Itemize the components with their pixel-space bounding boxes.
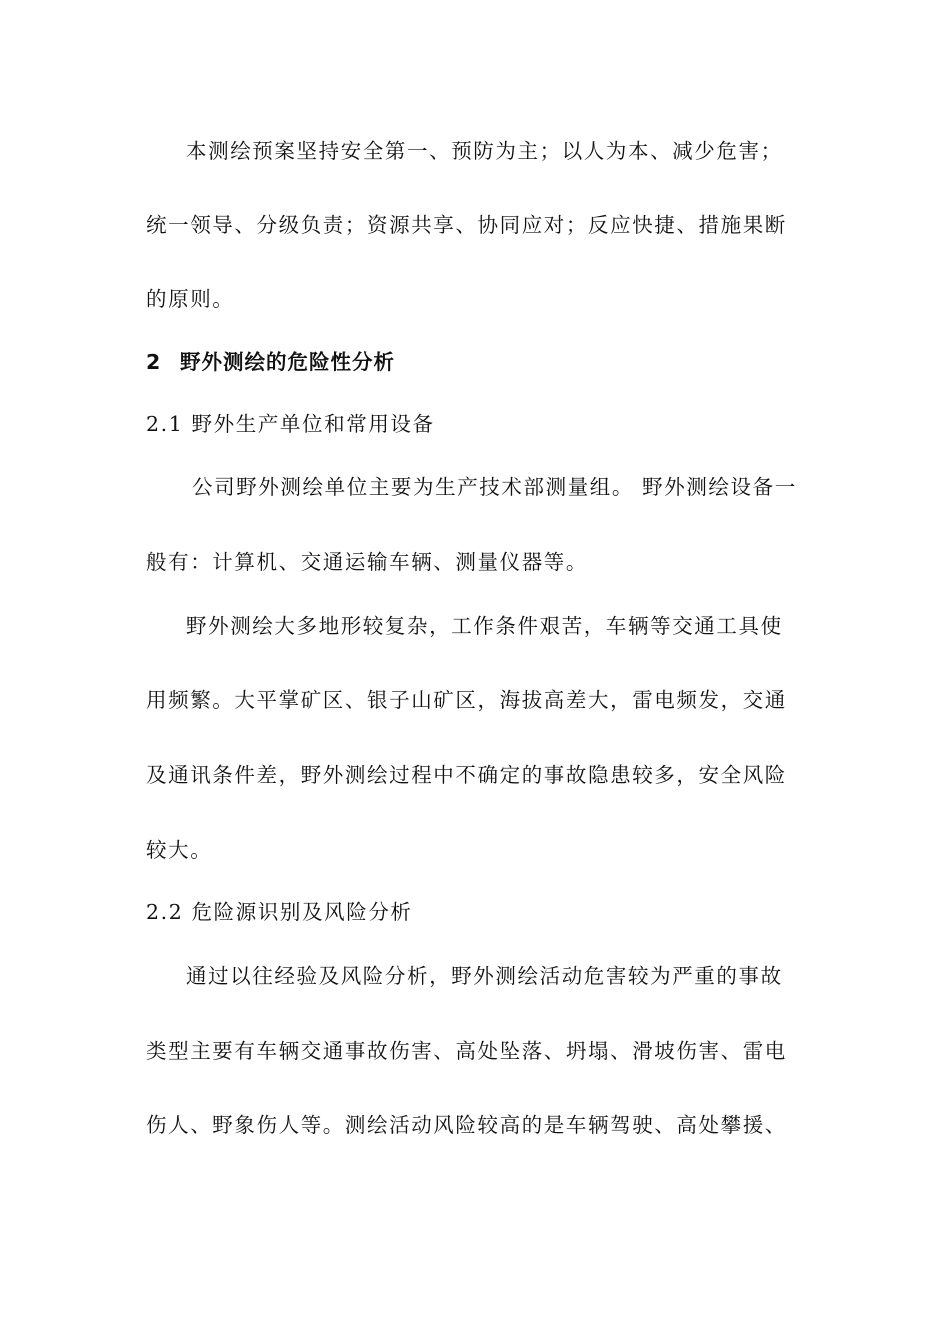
section-2-title: 野外测绘的危险性分析: [180, 350, 395, 374]
equipment-para-line-2: 般有：计算机、交通运输车辆、测量仪器等。: [146, 550, 588, 574]
section-2-heading: [146, 352, 395, 373]
terrain-para-line-4: 较大。: [146, 838, 213, 862]
hazard-para-line-1: 通过以往经验及风险分析，野外测绘活动危害较为严重的事故: [186, 964, 783, 988]
principles-line-1: 本测绘预案坚持安全第一、预防为主；以人为本、减少危害；: [186, 139, 783, 163]
principles-line-3: 的原则。: [146, 287, 235, 311]
terrain-para-line-2: 用频繁。大平掌矿区、银子山矿区，海拔高差大，雷电频发，交通: [146, 688, 787, 712]
equipment-para-line-1: 公司野外测绘单位主要为生产技术部测量组。 野外测绘设备一: [192, 475, 797, 499]
terrain-para-line-3: 及通讯条件差，野外测绘过程中不确定的事故隐患较多，安全风险: [146, 763, 787, 787]
section-2-number: 2: [146, 350, 162, 374]
terrain-para-line-1: 野外测绘大多地形较复杂，工作条件艰苦，车辆等交通工具使: [186, 614, 783, 638]
hazard-para-line-3: 伤人、野象伤人等。测绘活动风险较高的是车辆驾驶、高处攀援、: [146, 1113, 787, 1137]
section-2-2-heading: 2.2 危险源识别及风险分析: [146, 900, 413, 924]
section-2-1-heading: 2.1 野外生产单位和常用设备: [146, 412, 435, 436]
principles-line-2: 统一领导、分级负责；资源共享、协同应对；反应快捷、措施果断: [146, 213, 787, 237]
hazard-para-line-2: 类型主要有车辆交通事故伤害、高处坠落、坍塌、滑坡伤害、雷电: [146, 1039, 787, 1063]
